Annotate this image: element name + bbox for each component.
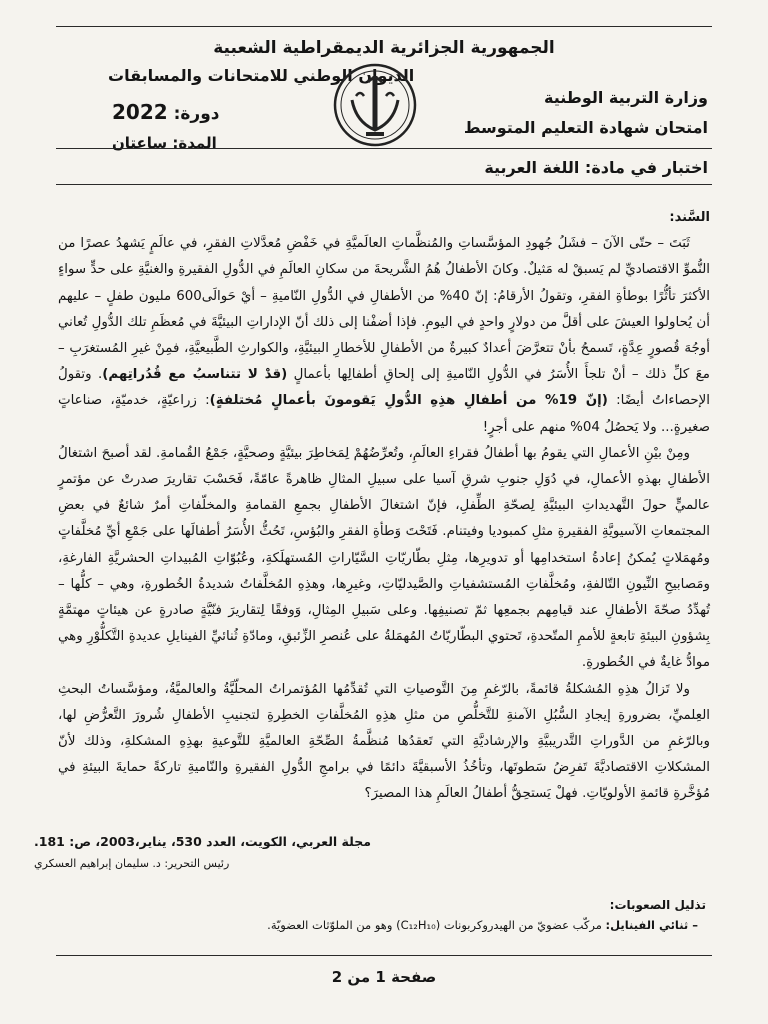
reading-text (58, 205, 710, 808)
source-citation: مجلة العربي، الكويت، العدد 530، يناير،2003، ص: 181. (34, 834, 371, 849)
note-definition: مركّب عضويّ من الهيدروكربونات (C₁₂H₁₀) وهو من الملوّثات العضويّة. (267, 918, 602, 932)
paragraph-2: ومِنْ بيْنِ الأعمالِ التي يقومُ بها أطفالُ فقراءِ العالَمِ، وتُعرِّضُهُمْ لِمَخاطِرَ بيئيَّةٍ وصحيَّةٍ، جَمْعُ القُمامةِ. لقد أصبحَ اشتغالُ الأطفالِ بهذهِ الأعمالِ، في دُوَلِ جنوبِ شرقِ آسيا على سبيلِ المثالِ ظاهرةً عامّةً، فَحَسْبَ تقاريرَ صدرتْ عن مؤتمرٍ عالميٍّ حولَ التَّهديداتِ البيئيَّةِ لِصحّةِ الطِّفلِ، فإنّ اشتغالَ الأطفالِ بجمعِ القمامةِ والمخلّفاتِ أمرٌ شائعٌ في بعضِ المجتمعاتِ الآسيويَّةِ الفقيرةِ مثلِ كمبوديا وفيتنام. فَتَحْتَ وَطأةِ الفقرِ والبُؤسِ، تَحُثُّ الأُسَرُ أطفالَها على جَمْعِ أيِّ مُخلَّفاتٍ ومُهمَلاتٍ يُمكنُ إعادةُ استخدامِها أو تدويرِها، مِثلِ بطّاريّاتِ السَّيّاراتِ المُستهلَكةِ، وعُبُوّاتِ المُبيداتِ الحشريَّةِ الفارغةِ، ومَصابيحِ النِّيونِ التّالفةِ، ومُخلَّفاتِ المُستشفياتِ والصَّيدليّاتِ، وغيرِها، وهذِهِ المُخلَّفاتُ شديدةُ الخُطورةِ، وهي – كلُّها – تُهدِّدُ صحّةَ الأطفالِ عند قيامِهم بجمعِها ثمّ تصنيفِها. وعلى سَبيلِ المِثالِ، وَوفقًا لِتقاريرَ فنّيَّةٍ صادرةٍ عن هيئاتٍ مهتمَّةٍ بِشؤونِ البيئةِ تابعةٍ للأممِ المتّحدةِ، تَحتوي البطّاريّاتُ المُهمَلةُ على عُنصرِ الزِّئبقِ، ومادّةِ ثُنائيِّ الفينايلِ عديدةِ التَّكلُّوْرِ وهي موادُّ غايةٌ في الخُطورةِ. (58, 445, 710, 671)
subject: اختبار في مادة: اللغة العربية (484, 158, 708, 177)
note-item (58, 918, 698, 932)
text-label: السَّند: (669, 210, 710, 225)
office-name: الديوان الوطني للامتحانات والمسابقات (108, 66, 415, 85)
exam-name: امتحان شهادة التعليم المتوسط (463, 118, 708, 137)
note-term: – ثنائي الفينايل: (605, 918, 698, 932)
republic-title: الجمهورية الجزائرية الديمقراطية الشعبية (213, 38, 555, 58)
session-label: دورة: (173, 104, 220, 124)
ministry-emblem-icon (330, 60, 420, 150)
top-rule (56, 26, 712, 27)
footer-rule (56, 955, 712, 956)
session (112, 100, 220, 124)
page-number: صفحة 1 من 2 (331, 968, 437, 986)
paragraph-1-bold-2: (إنّ 19% من أطفالِ هذِهِ الدُّولِ يَقومونَ بأعمالٍ مُختلفةٍ) (209, 393, 608, 409)
paragraph-1-end: : زراعيّةٍ، خدميّةٍ، صناعاتٍ صغيرةٍ... ولا يَحصُلُ 04% منهم على أجرٍ! (58, 393, 710, 435)
session-year: 2022 (112, 100, 168, 124)
header-rule-2 (56, 184, 712, 185)
header-rule-1 (56, 148, 712, 149)
paragraph-1 (58, 231, 710, 441)
paragraph-1-bold-1: (قدْ لا تتناسبُ مع قُدُراتِهم) (102, 367, 288, 383)
paragraph-1-start: ثَبَتَ – حتّى الآنَ – فشَلُ جُهودِ المؤسَّساتِ والمُنظَّماتِ العالَميَّةِ في خَفْضِ مُعدَّلاتِ الفقرِ، في عالَمٍ يَشهدُ عصرًا من النُّموِّ الاقتصاديِّ لم يَسبقْ له مَثيلٌ. وكانَ الأطفالُ هُمُ الشَّريحةَ من سكانِ العالَمِ في الدُّولِ الفقيرةِ والغنيَّةِ على حدٍّ سواءٍ الأكثرَ تأثُّرًا بوطأةِ الفقرِ، وتقولُ الأرقامُ: إنّ 40% من الأطفالِ في الدُّولِ النّاميةِ – أيْ حَوالَى600 مليون طفلٍ – عليهم أن يُحاولوا العيشَ على أقلَّ من دولارٍ واحدٍ في اليومِ. فإذا أضفْنا إلى ذلك أنّ الإداراتِ البيئيَّةَ في مُعظَمِ تلك الدُّولِ تُعاني أوجُهَ قُصورٍ عِدَّةٍ، تَسمحُ بأنْ تتعرَّضَ أعدادٌ كبيرةٌ من الأطفالِ للأخطارِ البيئيَّةِ، والكوارثِ الطَّبيعيَّةِ، فمِنْ غيرِ المُستغرَبِ – معَ كلِّ ذلك – أنْ تلجأَ الأُسَرُ في الدُّولِ النّاميةِ إلى إلحاقِ أطفالِها بأعمالٍ (58, 236, 710, 383)
paragraph-3: ولا تَزالُ هذِهِ المُشكلةُ قائمةً، بالرّغمِ مِنَ التَّوصياتِ التي تُقدِّمُها المُؤتمراتُ المحلّيَّةُ والعالميَّةُ، ومؤسَّساتُ البحثِ العِلميِّ، بضرورةِ إيجادِ السُّبُلِ الآمنةِ للتَّخلُّصِ من مثلِ هذِهِ المُخلَّفاتِ الخطِرةِ لتجنيبِ الأطفالِ شُرورَ التَّعرُّضِ لها، وبالرّغمِ من الدَّوراتِ التَّدريبيَّةِ والإرشاديَّةِ التي تَعقدُها مُنظَّمةُ الصِّحّةِ العالميَّةِ للتَّوعيةِ بهذِهِ المشكلةِ، وذلك لأنّ المشكلاتِ الاقتصاديَّةَ تَفرِضُ سَطوتَها، وتأخُذُ الأسبقيَّةَ دائمًا في برامجِ الدُّولِ الفقيرةِ والنّاميةِ تاركةً حمايةَ البيئةِ في مُؤخَّرةِ قائمةِ الأولويّاتِ. فهلْ يَستحِقُّ أطفالُ العالَمِ هذا المصيرَ؟ (58, 681, 710, 802)
notes-title: تذليل الصعوبات: (609, 898, 706, 912)
ministry-name: وزارة التربية الوطنية (543, 88, 708, 107)
duration: المدة: ساعتان (112, 134, 217, 152)
paragraph-1-mid: . وتقولُ الإحصاءاتُ أيضًا: (58, 367, 710, 409)
source-editor: رئيس التحرير: د. سليمان إبراهيم العسكري (34, 857, 230, 870)
